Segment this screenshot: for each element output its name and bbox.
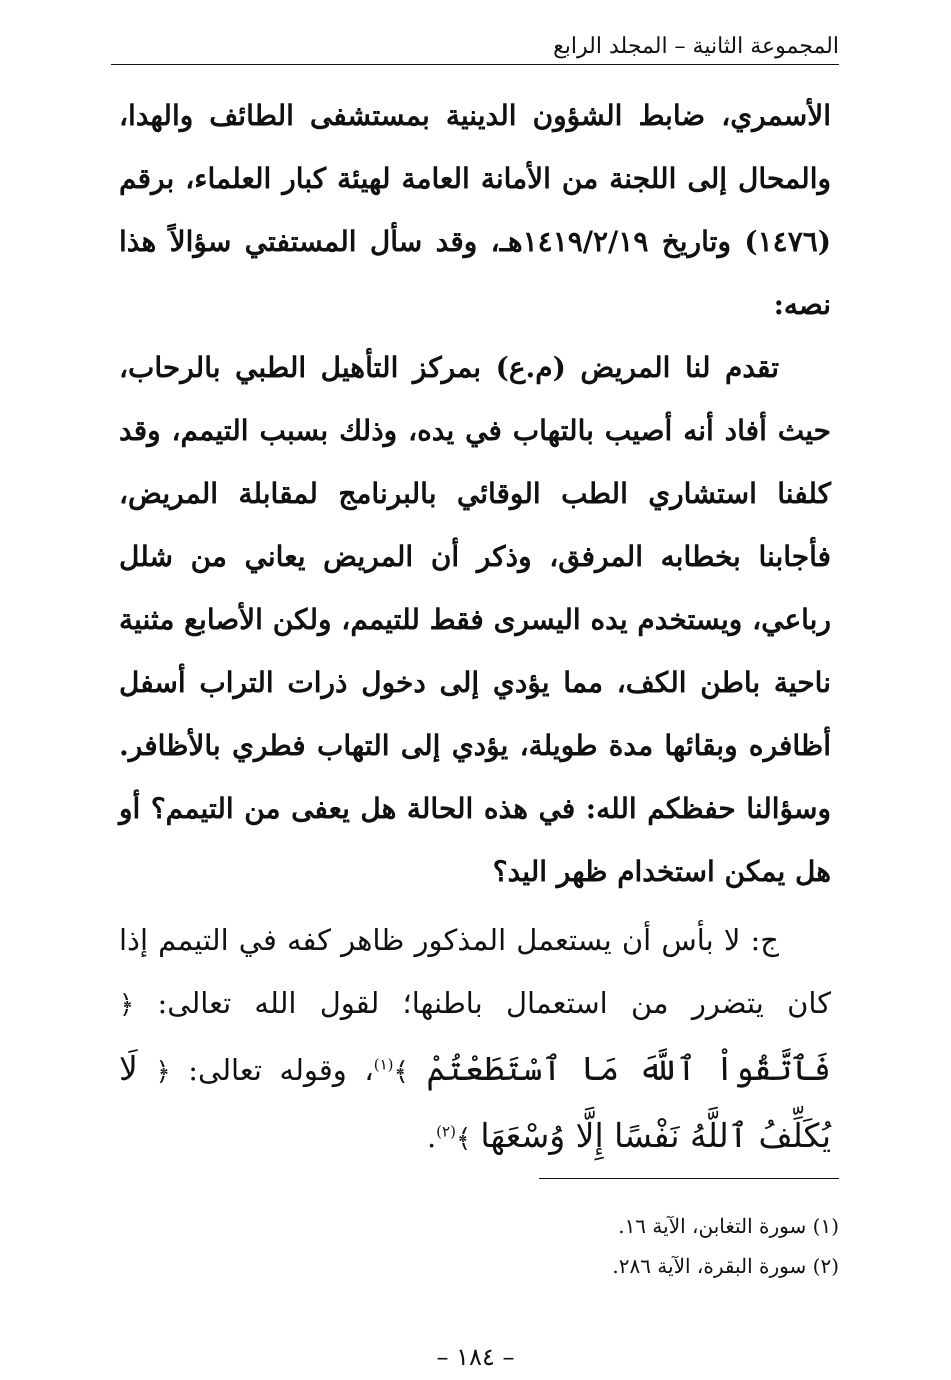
- answer-suffix: .: [426, 1120, 437, 1154]
- quran-bracket-close: ﴾: [393, 1057, 409, 1087]
- answer-middle: ، وقوله تعالى:: [188, 1053, 374, 1087]
- question-intro-line-1: الأسمري، ضابط الشؤون الدينية بمستشفى الطائف والهدا، والمحال: [119, 99, 832, 195]
- quran-verse-2: لَا يُكَلِّفُ ٱللَّهُ نَفْسًا إِلَّا وُسْعَهَا: [119, 1049, 831, 1155]
- question-text: تقدم لنا المريض (م.ع) بمركز التأهيل الطبي بالرحاب، حيث أفاد أنه أصيب بالتهاب في يده، وذلك بسبب التيمم، وقد كلفنا استشاري الطب الوقائي بالبرنامج لمقابلة المريض، فأجابنا بخطابه المرفق، وذكر أن المريض يعاني من شلل رباعي، ويستخدم يده اليسرى فقط للتيمم، ولكن الأصابع مثنية ناحية باطن الكف، مما يؤدي إلى دخول ذرات التراب أسفل أظافره وبقائها مدة طويلة، يؤدي إلى التهاب فطري بالأظافر. وسؤالنا حفظكم الله: في هذه الحالة هل يعفى من التيمم؟ أو هل يمكن استخدام ظهر اليد؟: [119, 351, 831, 888]
- footnote-ref-2: (٢): [436, 1122, 456, 1141]
- footnote-ref-1: (١): [373, 1055, 394, 1074]
- quran-verse-1: فَٱتَّقُواْ ٱللَّهَ مَا ٱسْتَطَعْتُمْ: [426, 1049, 832, 1088]
- header-rule: [111, 64, 839, 65]
- footnotes: [127, 1206, 839, 1286]
- footnote-separator: [539, 1178, 839, 1179]
- quran-bracket-open: ﴿: [119, 990, 135, 1020]
- question-intro-line-2: إلى اللجنة من الأمانة العامة لهيئة كبار العلماء، برقم (١٤٧٦): [119, 162, 832, 258]
- quran-bracket-close-2: ﴾: [455, 1124, 472, 1154]
- quran-bracket-open-2: ﴿: [155, 1057, 171, 1087]
- question-intro-line-3: وتاريخ ١٤١٩/٢/١٩هـ، وقد سأل المستفتي سؤالاً هذا نصه:: [119, 225, 831, 321]
- answer-prefix: ج: لا بأس أن يستعمل المذكور ظاهر كفه في التيمم إذا كان يتضرر من استعمال باطنها؛ لقول الله تعالى:: [119, 923, 832, 1020]
- question-intro: [119, 84, 831, 336]
- running-header: [111, 28, 839, 70]
- footnote-1: (١) سورة التغابن، الآية ١٦.: [618, 1214, 839, 1238]
- page-number: – ١٨٤ –: [436, 1343, 515, 1371]
- main-text: [119, 84, 831, 1171]
- running-header-title: المجموعة الثانية – المجلد الرابع: [545, 28, 839, 66]
- answer-text: [119, 909, 831, 1171]
- footnote-2: (٢) سورة البقرة، الآية ٢٨٦.: [612, 1254, 839, 1278]
